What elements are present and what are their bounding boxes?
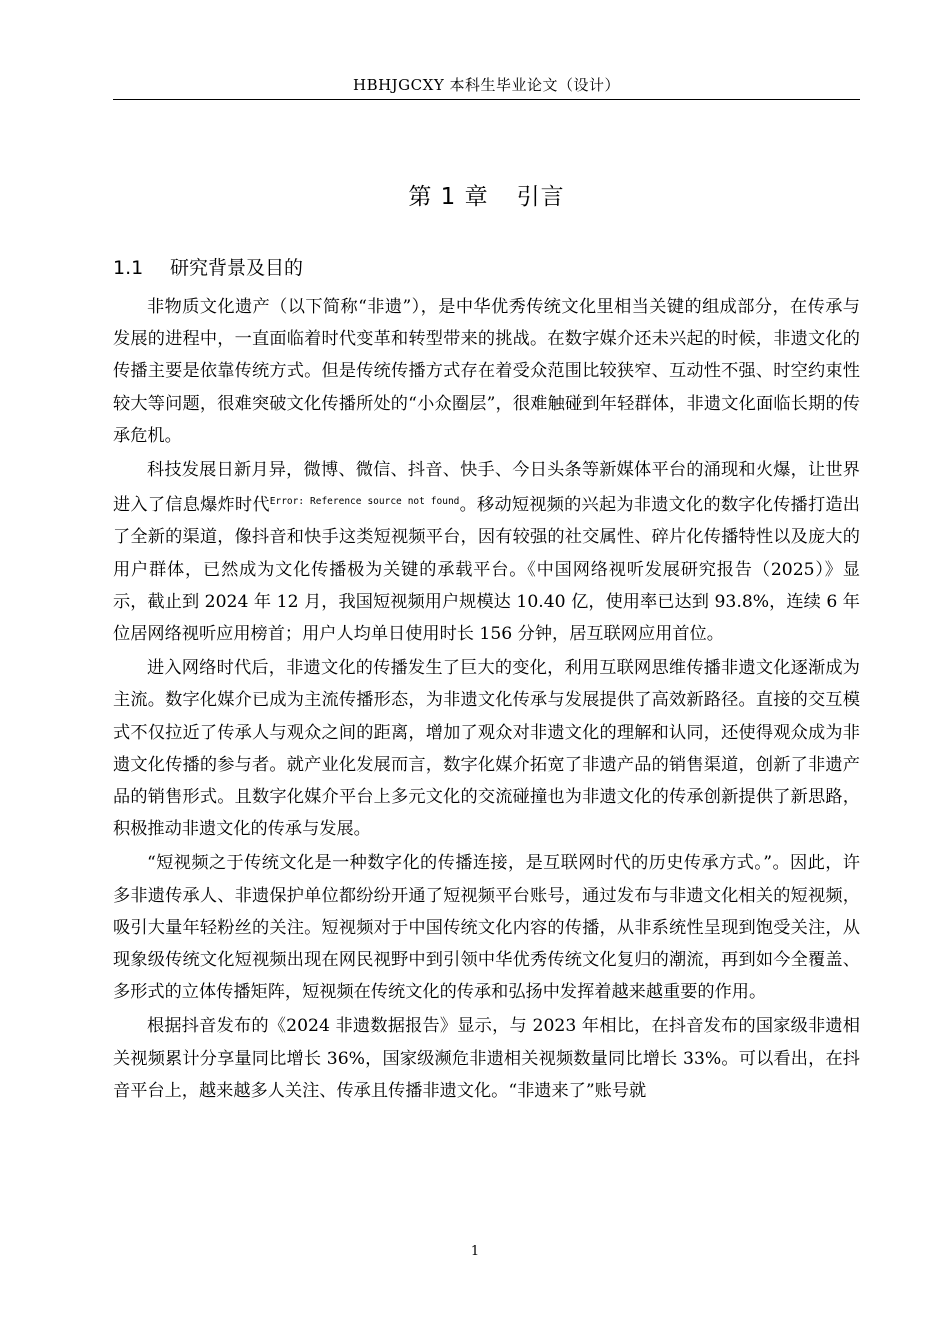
header-divider bbox=[113, 99, 860, 100]
paragraph-2-text-before: 科技发展日新月异，微博、微信、抖音、快手、今日头条等新媒体平台的涌现和火爆，让世界进入了信息爆炸时代 bbox=[113, 460, 860, 516]
section-heading bbox=[113, 253, 303, 280]
chapter-title bbox=[113, 178, 860, 211]
paragraph-4: “短视频之于传统文化是一种数字化的传播连接，是互联网时代的历史传承方式。”。因此，许多非遗传承人、非遗保护单位都纷纷开通了短视频平台账号，通过发布与非遗文化相关的短视频，吸引大量年轻粉丝的关注。短视频对于中国传统文化内容的传播，从非系统性呈现到饱受关注，从现象级传统文化短视频出现在网民视野中到引领中华优秀传统文化复归的潮流，再到如今全覆盖、多形式的立体传播矩阵，短视频在传统文化的传承和弘扬中发挥着越来越重要的作用。 bbox=[113, 853, 860, 1003]
paragraph-5: 根据抖音发布的《2024 非遗数据报告》显示，与 2023 年相比，在抖音发布的国家级非遗相关视频累计分享量同比增长 36%，国家级濒危非遗相关视频数量同比增长 33%。可以看出，在抖音平台上，越来越多人关注、传承且传播非遗文化。“非遗来了”账号就 bbox=[113, 1016, 860, 1101]
paragraph-3: 进入网络时代后，非遗文化的传播发生了巨大的变化，利用互联网思维传播非遗文化逐渐成为主流。数字化媒介已成为主流传播形态，为非遗文化传承与发展提供了高效新路径。直接的交互模式不仅拉近了传承人与观众之间的距离，增加了观众对非遗文化的理解和认同，还使得观众成为非遗文化传播的参与者。就产业化发展而言，数字化媒介拓宽了非遗产品的销售渠道，创新了非遗产品的销售形式。且数字化媒介平台上多元文化的交流碰撞也为非遗文化的传承创新提供了新思路，积极推动非遗文化的传承与发展。 bbox=[113, 658, 860, 840]
chapter-number: 第 1 章 bbox=[408, 184, 489, 210]
paragraph-1: 非物质文化遗产（以下简称“非遗”），是中华优秀传统文化里相当关键的组成部分，在传承与发展的进程中，一直面临着时代变革和转型带来的挑战。在数字媒介还未兴起的时候，非遗文化的传播主要是依靠传统方式。但是传统传播方式存在着受众范围比较狭窄、互动性不强、时空约束性较大等问题，很难突破文化传播所处的“小众圈层”，很难触碰到年轻群体，非遗文化面临长期的传承危机。 bbox=[113, 297, 860, 446]
paragraph-2 bbox=[113, 454, 860, 650]
section-number: 1.1 bbox=[113, 257, 144, 279]
body-text bbox=[113, 291, 860, 1107]
chapter-name: 引言 bbox=[516, 184, 565, 210]
running-header: HBHJGCXY 本科生毕业论文（设计） bbox=[352, 76, 620, 94]
section-title: 研究背景及目的 bbox=[170, 257, 304, 279]
reference-error-marker: Error: Reference source not found bbox=[269, 496, 460, 508]
page-number: 1 bbox=[470, 1244, 480, 1259]
paragraph-2-text-after: 。移动短视频的兴起为非遗文化的数字化传播打造出了全新的渠道，像抖音和快手这类短视频平台，因有较强的社交属性、碎片化传播特性以及庞大的用户群体，已然成为文化传播极为关键的承载平台。《中国网络视听发展研究报告（2025）》显示，截止到 2024 年 12 月，我国短视频用户规模达 10.40 亿，使用率已达到 93.8%，连续 6 年位居网络视听应用榜首；用户人均单日使用时长 156 分钟，居互联网应用首位。 bbox=[113, 495, 860, 645]
